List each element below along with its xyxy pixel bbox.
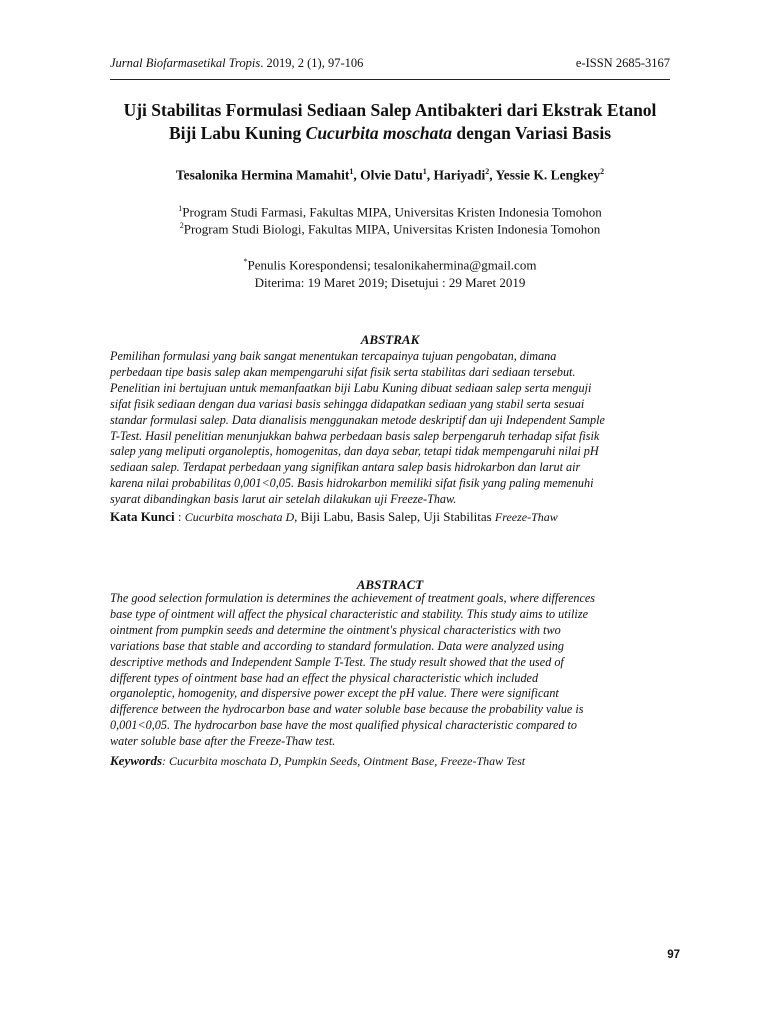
- abstrak-line: syarat dibandingkan basis larut air setelah dilakukan uji Freeze-Thaw.: [110, 492, 457, 507]
- author-affiliation-mark: 1: [422, 167, 427, 176]
- kata-kunci-label: Kata Kunci: [110, 509, 175, 524]
- author-name: , Yessie K. Lengkey: [489, 167, 601, 183]
- abstract-line: water soluble base after the Freeze-Thaw test.: [110, 734, 336, 749]
- correspondence-text: Penulis Korespondensi; tesalonikahermina@gmail.com: [247, 257, 537, 273]
- correspondence-mark: *: [243, 257, 248, 266]
- abstract-line: organoleptic, homogenity, and dispersive power except the pH value. There were significant: [110, 686, 559, 701]
- keywords-label: Keywords: [110, 753, 162, 768]
- title-line-2: [90, 122, 690, 145]
- title-line-2-prefix: Biji Labu Kuning: [168, 123, 306, 143]
- paper-title: [90, 99, 690, 145]
- affiliation-1: [110, 204, 670, 220]
- affiliation-mark: 1: [178, 204, 183, 213]
- abstract-line: variations base that stable and according to standard formulation. Data were analyzed using: [110, 638, 564, 653]
- author-affiliation-mark: 2: [600, 167, 605, 176]
- correspondence: [110, 257, 670, 273]
- affiliation-text: Program Studi Biologi, Fakultas MIPA, Universitas Kristen Indonesia Tomohon: [183, 221, 601, 237]
- abstract-line: base type of ointment will affect the physical characteristic and stability. This study aims to utilize: [110, 606, 588, 621]
- journal-name: Jurnal Biofarmasetikal Tropis: [110, 56, 261, 70]
- affiliation-text: Program Studi Farmasi, Fakultas MIPA, Universitas Kristen Indonesia Tomohon: [182, 204, 602, 220]
- page-number: 97: [667, 949, 680, 961]
- title-line-1: Uji Stabilitas Formulasi Sediaan Salep Antibakteri dari Ekstrak Etanol: [123, 100, 657, 120]
- affiliation-2: [110, 221, 670, 237]
- title-line-2-suffix: dengan Variasi Basis: [452, 123, 612, 143]
- author-affiliation-mark: 1: [349, 167, 354, 176]
- kata-kunci-separator: :: [174, 509, 185, 524]
- keywords-text: : Cucurbita moschata D, Pumpkin Seeds, Ointment Base, Freeze-Thaw Test: [162, 754, 526, 768]
- received-accepted-dates: Diterima: 19 Maret 2019; Disetujui : 29 Maret 2019: [254, 275, 526, 290]
- affiliation-mark: 2: [179, 221, 184, 230]
- header-rule: [110, 79, 670, 80]
- abstrak-heading: ABSTRAK: [360, 332, 420, 347]
- author-name: , Hariyadi: [426, 167, 486, 183]
- abstrak-line: perbedaan tipe basis salep akan mempengaruhi sifat fisik serta stabilitas dari sediaan tersebut.: [110, 364, 576, 379]
- abstract-line: ointment from pumpkin seeds and determine the ointment's physical characteristics with two: [110, 622, 561, 637]
- abstrak-line: Penelitian ini bertujuan untuk memanfaatkan biji Labu Kuning dibuat sediaan salep serta menguji: [110, 380, 592, 395]
- kata-kunci-terms: , Biji Labu, Basis Salep, Uji Stabilitas: [294, 509, 495, 524]
- abstrak-line: sifat fisik sediaan dengan dua variasi basis sehingga didapatkan sediaan yang stabil serta sesuai: [110, 396, 585, 411]
- kata-kunci-freeze-thaw: Freeze-Thaw: [494, 510, 558, 524]
- author-list: [110, 167, 670, 184]
- abstrak-line: standar formulasi salep. Data dianalisis menggunakan metode deskriptif dan uji Independent Sample: [110, 412, 605, 427]
- abstract-line: The good selection formulation is determines the achievement of treatment goals, where differences: [110, 591, 596, 605]
- abstrak-line: karena nilai probabilitas 0,001<0,05. Basis hidrokarbon memiliki sifat fisik yang paling memenuhi: [110, 476, 594, 491]
- kata-kunci-species: Cucurbita moschata D: [184, 510, 295, 524]
- issn: e-ISSN 2685-3167: [575, 56, 670, 70]
- author-name: , Olvie Datu: [353, 167, 423, 183]
- abstract-body: [110, 591, 676, 750]
- keywords: [110, 753, 676, 769]
- abstract-line: difference between the hydrocarbon base and water soluble base because the probability value is: [110, 702, 584, 717]
- abstract-line: different types of ointment base had an effect the physical characteristic which included: [110, 670, 539, 685]
- abstract-line: descriptive methods and Independent Sample T-Test. The study result showed that the used of: [110, 654, 564, 669]
- abstrak-line: sediaan salep. Terdapat perbedaan yang signifikan antara salep basis hidrokarbon dan larut air: [110, 460, 581, 475]
- author-affiliation-mark: 2: [485, 167, 490, 176]
- abstrak-body: [110, 349, 676, 508]
- journal-citation: [110, 56, 363, 71]
- title-species: Cucurbita moschata: [305, 123, 452, 143]
- running-header: [110, 56, 670, 74]
- abstract-heading: ABSTRACT: [356, 577, 424, 592]
- abstrak-line: salep yang meliputi organoleptis, homogenitas, dan daya sebar, tetapi tidak mempengaruhi nilai pH: [110, 444, 599, 459]
- journal-details: . 2019, 2 (1), 97-106: [260, 56, 364, 70]
- abstract-line: 0,001<0,05. The hydrocarbon base have the most qualified physical characteristic compared to: [110, 718, 577, 733]
- kata-kunci: [110, 509, 676, 525]
- author-name: Tesalonika Hermina Mamahit: [175, 167, 350, 183]
- abstrak-line: Pemilihan formulasi yang baik sangat menentukan tercapainya tujuan pengobatan, dimana: [110, 349, 557, 363]
- abstrak-line: T-Test. Hasil penelitian menunjukkan bahwa perbedaan basis salep berpengaruh terhadap sifat fisik: [110, 428, 600, 443]
